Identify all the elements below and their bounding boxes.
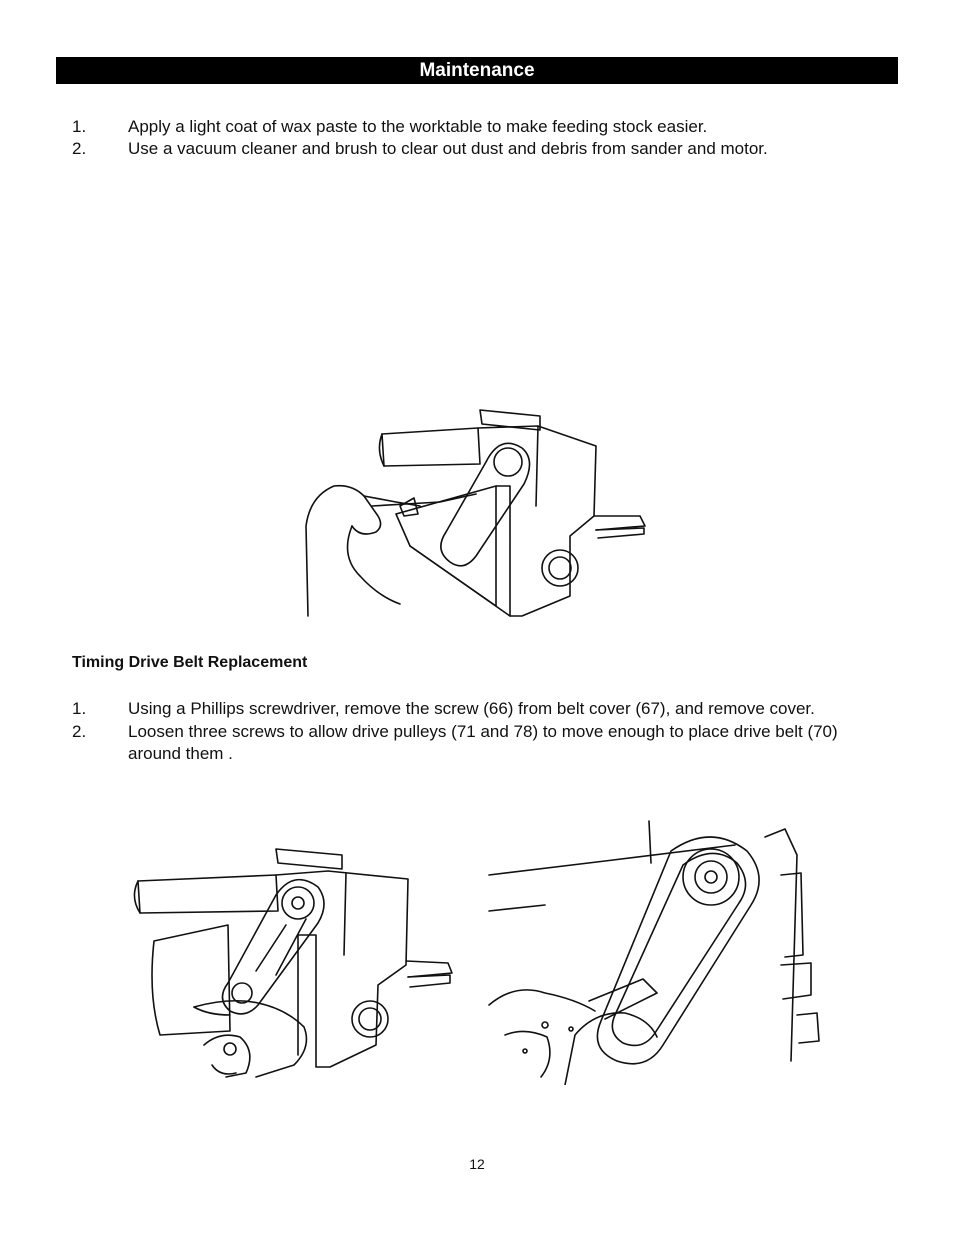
sander-cleaning-photo: [300, 366, 650, 620]
step-text: Using a Phillips screwdriver, remove the screw (66) from belt cover (67), and remove cover.: [128, 699, 815, 718]
step-text: Loosen three screws to allow drive pulleys (71 and 78) to move enough to place drive belt (70) around them .: [128, 722, 838, 763]
belt-steps-list: [72, 698, 872, 766]
section-title-banner: [56, 57, 898, 84]
belt-replacement-heading: Timing Drive Belt Replacement: [72, 654, 308, 671]
step-number: 2.: [72, 722, 87, 741]
step-number: 1.: [72, 699, 87, 718]
step-number: 1.: [72, 117, 87, 136]
step-number: 2.: [72, 139, 87, 158]
step-text: Apply a light coat of wax paste to the worktable to make feeding stock easier.: [128, 117, 708, 136]
drive-belt-pulleys-photo: [485, 815, 873, 1085]
list-item: [72, 698, 872, 720]
section-title: Maintenance: [419, 59, 535, 81]
belt-cover-removal-photo: [80, 815, 465, 1085]
list-item: [72, 116, 852, 138]
page-number: 12: [469, 1156, 485, 1172]
step-text: Use a vacuum cleaner and brush to clear out dust and debris from sander and motor.: [128, 139, 768, 158]
list-item: [72, 721, 872, 765]
list-item: [72, 138, 852, 160]
maintenance-steps-list: [72, 116, 852, 160]
